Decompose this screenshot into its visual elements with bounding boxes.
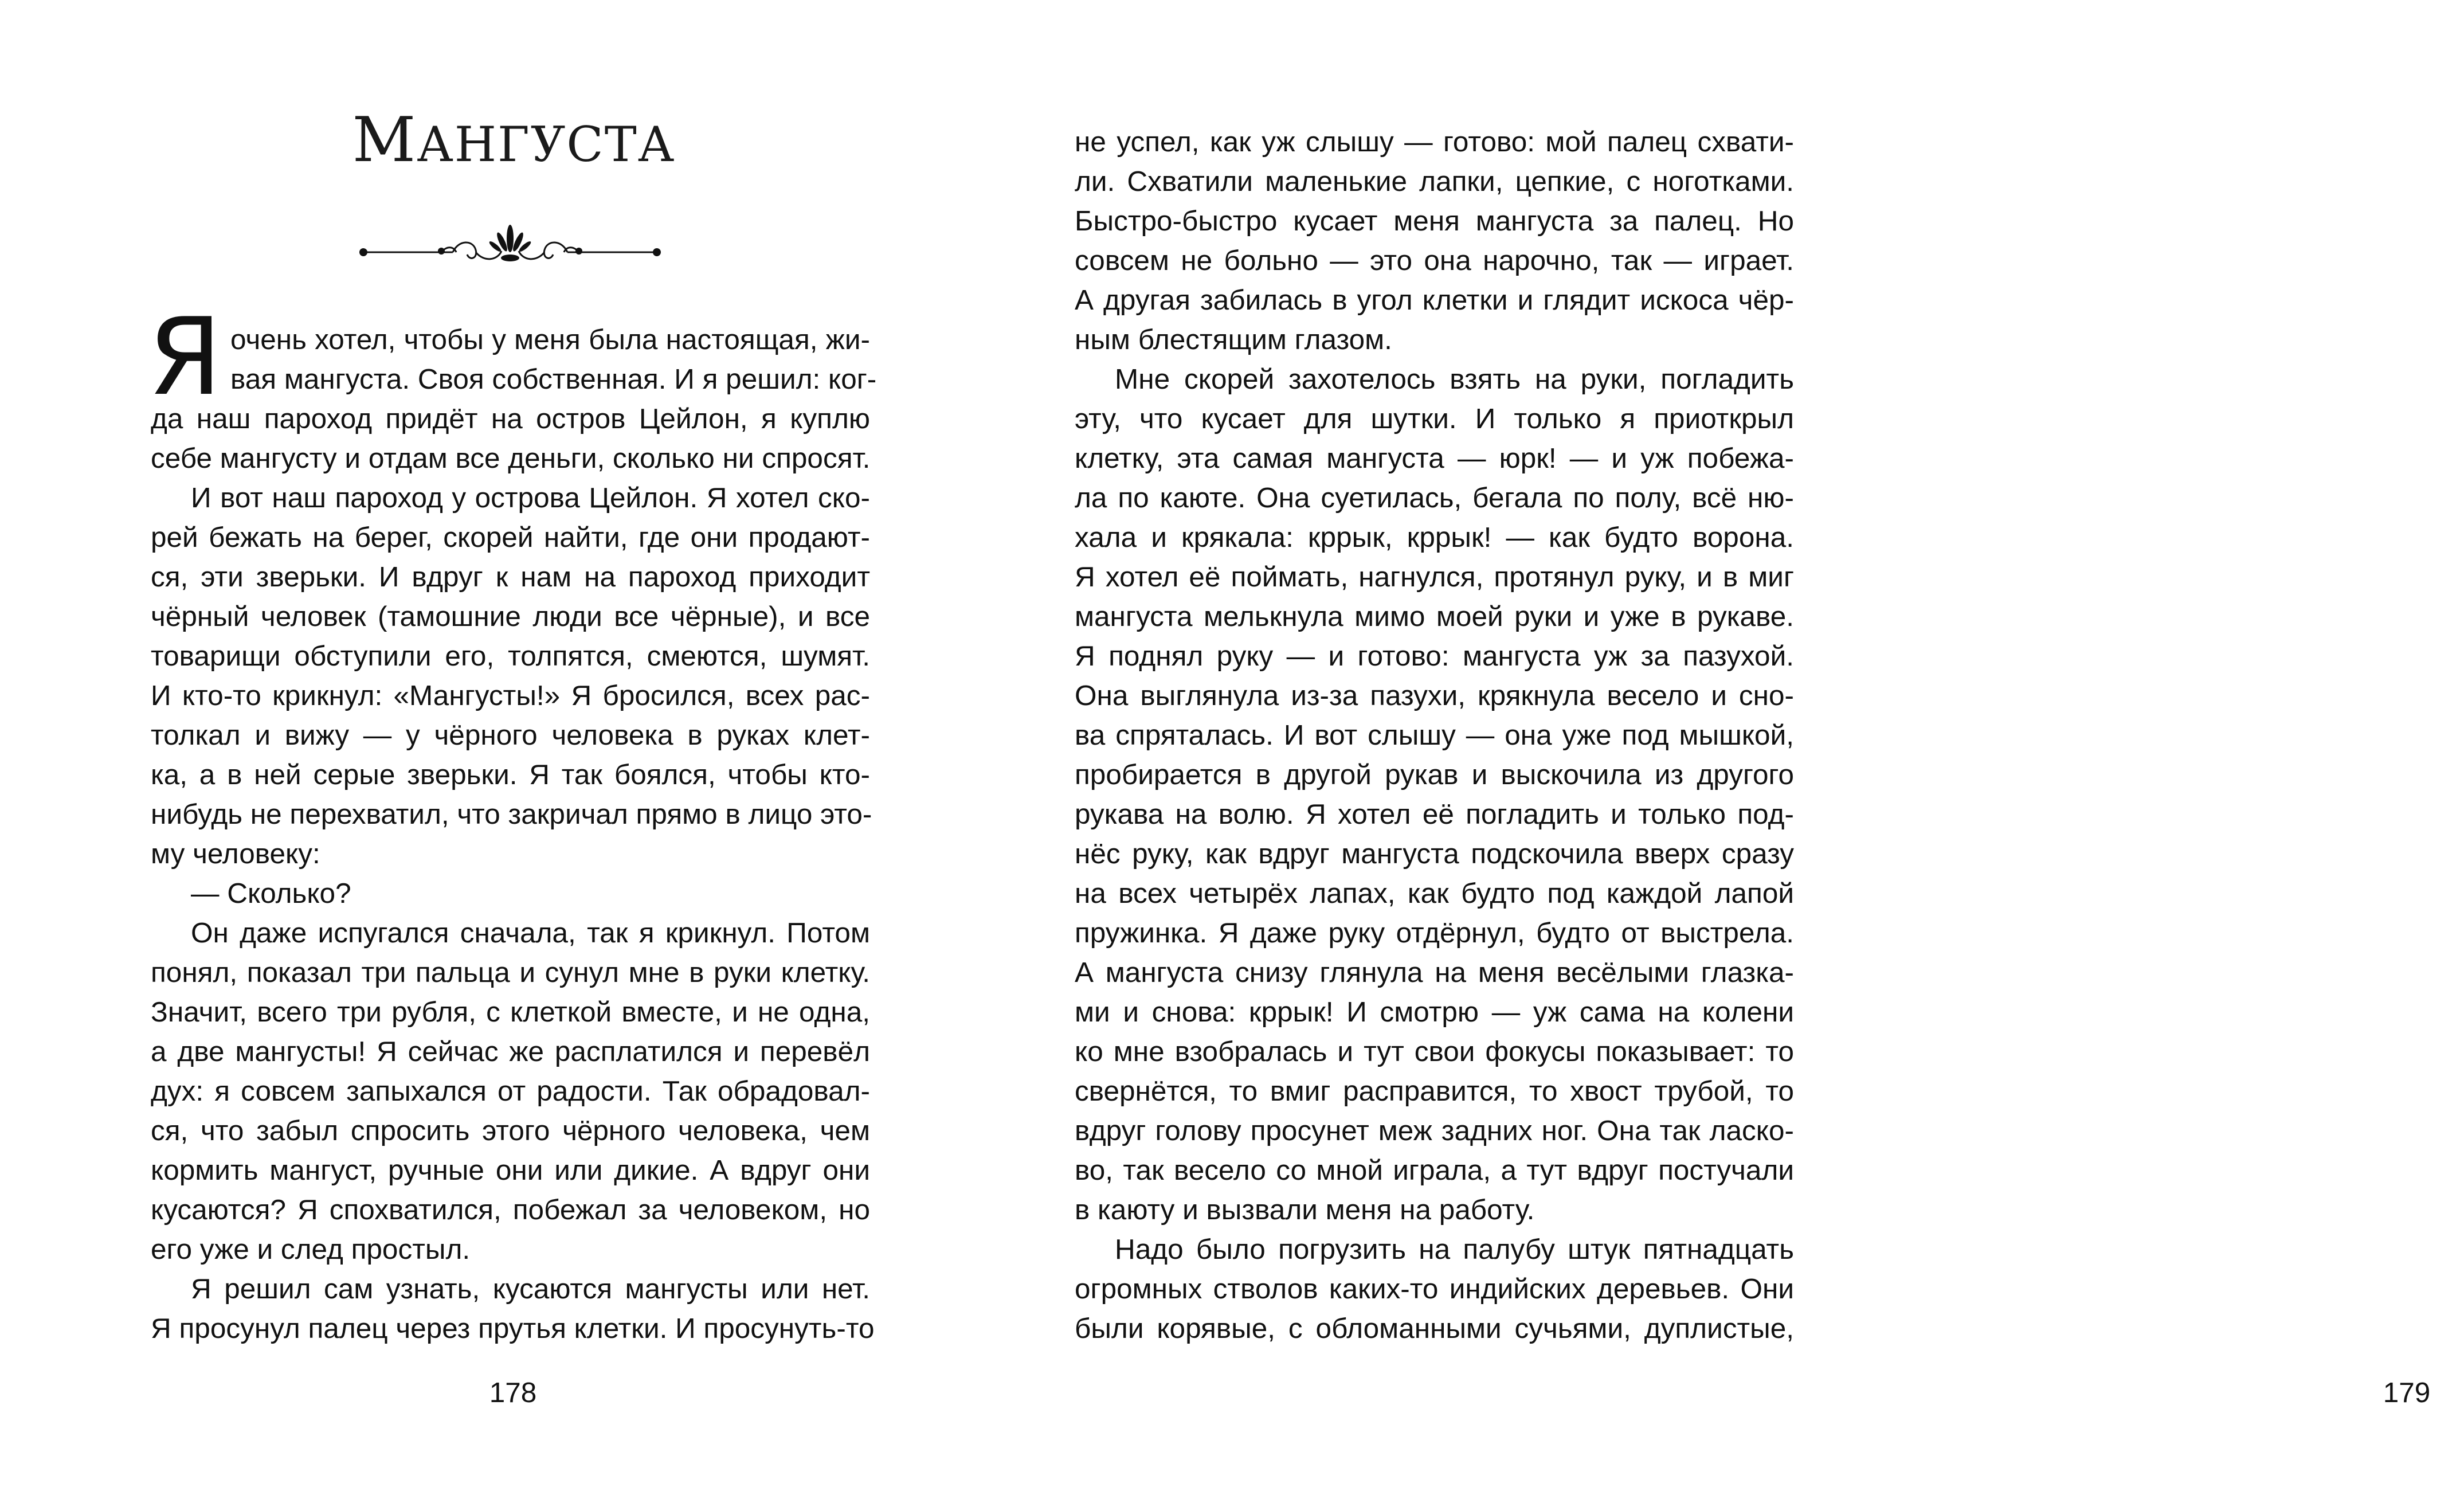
text-line: нибудь не перехватил, что закричал прямо в лицо это-: [151, 799, 872, 830]
text-line: ла по каюте. Она суетилась, бегала по полу, всё ню-: [1075, 482, 1794, 514]
text-line: чёрный человек (тамошние люди все чёрные), и все: [151, 601, 870, 632]
text-line: дух: я совсем запыхался от радости. Так обрадовал-: [151, 1075, 870, 1107]
text-line: И вот наш пароход у острова Цейлон. Я хотел ско-: [191, 482, 870, 514]
text-line: хала и крякала: кррык, кррык! — как будто ворона.: [1075, 522, 1794, 553]
text-line: огромных стволов каких-то индийских деревьев. Они: [1075, 1273, 1794, 1305]
text-line: Надо было погрузить на палубу штук пятнадцать: [1115, 1234, 1794, 1265]
text-line: — Сколько?: [191, 878, 351, 909]
text-line: не успел, как уж слышу — готово: мой палец схвати-: [1075, 126, 1794, 158]
text-line: А другая забилась в угол клетки и глядит искоса чёр-: [1075, 284, 1794, 316]
text-line: му человеку:: [151, 838, 320, 870]
text-line: Я хотел её поймать, нагнулся, протянул руку, и в миг: [1075, 561, 1794, 593]
text-line: Она выглянула из-за пазухи, крякнула весело и сно-: [1075, 680, 1794, 711]
chapter-title-initial: М: [352, 104, 417, 176]
text-line: на всех четырёх лапах, как будто под каждой лапой: [1075, 878, 1794, 909]
text-line: товарищи обступили его, толпятся, смеются, шумят.: [151, 640, 870, 672]
page-number: 178: [489, 1377, 537, 1408]
text-line: ко мне взобралась и тут свои фокусы показывает: то: [1075, 1036, 1794, 1067]
text-line: вая мангуста. Своя собственная. И я решил: ког-: [230, 363, 877, 395]
text-line: толкал и вижу — у чёрного человека в руках клет-: [151, 719, 870, 751]
text-line: эту, что кусает для шутки. И только я приоткрыл: [1075, 403, 1794, 435]
text-line: рукава на волю. Я хотел её погладить и только под-: [1075, 799, 1794, 830]
text-line: ным блестящим глазом.: [1075, 324, 1392, 355]
text-line: мангуста мелькнула мимо моей руки и уже в рукаве.: [1075, 601, 1794, 632]
left-page: [0, 0, 968, 1503]
text-line: кормить мангуст, ручные они или дикие. А вдруг они: [151, 1154, 870, 1186]
text-line: ми и снова: кррык! И смотрю — уж сама на колени: [1075, 996, 1794, 1028]
text-line: нёс руку, как вдруг мангуста подскочила вверх сразу: [1075, 838, 1794, 870]
text-line: Я поднял руку — и готово: мангуста уж за пазухой.: [1075, 640, 1794, 672]
text-line: понял, показал три пальца и сунул мне в руки клетку.: [151, 957, 870, 988]
right-page: [968, 0, 2431, 1503]
text-line: А мангуста снизу глянула на меня весёлыми глазка-: [1075, 957, 1794, 988]
text-line: его уже и след простыл.: [151, 1234, 471, 1265]
text-line: рей бежать на берег, скорей найти, где они продают-: [151, 522, 870, 553]
chapter-title-rest: АНГУСТА: [417, 116, 676, 173]
text-line: Значит, всего три рубля, с клеткой вместе, и не одна,: [151, 996, 870, 1028]
text-line: ва спряталась. И вот слышу — она уже под мышкой,: [1075, 719, 1794, 751]
text-line: ли. Схватили маленькие лапки, цепкие, с ноготками.: [1075, 166, 1794, 197]
text-line: пружинка. Я даже руку отдёрнул, будто от выстрела.: [1075, 917, 1794, 949]
text-line: ся, что забыл спросить этого чёрного человека, чем: [151, 1115, 870, 1146]
text-line: Я просунул палец через прутья клетки. И просунуть-то: [151, 1313, 875, 1344]
drop-cap: Я: [148, 295, 222, 419]
text-line: Я решил сам узнать, кусаются мангусты или нет.: [191, 1273, 870, 1305]
ornament-divider: [355, 217, 665, 274]
text-line: во, так весело со мной играла, а тут вдруг постучали: [1075, 1154, 1794, 1186]
text-line: Мне скорей захотелось взять на руки, погладить: [1115, 363, 1794, 395]
text-line: Быстро-быстро кусает меня мангуста за палец. Но: [1075, 205, 1794, 237]
text-line: а две мангусты! Я сейчас же расплатился и перевёл: [151, 1036, 870, 1067]
text-line: кусаются? Я спохватился, побежал за человеком, но: [151, 1194, 870, 1226]
text-line: да наш пароход придёт на остров Цейлон, я куплю: [151, 403, 870, 435]
text-line: пробирается в другой рукав и выскочила из другого: [1075, 759, 1794, 790]
text-line: себе мангусту и отдам все деньги, сколько ни спросят.: [151, 443, 871, 474]
text-line: совсем не больно — это она нарочно, так — играет.: [1075, 245, 1794, 276]
text-line: ка, а в ней серые зверьки. Я так боялся, чтобы кто-: [151, 759, 870, 790]
text-line: были корявые, с обломанными сучьями, дуплистые,: [1075, 1313, 1794, 1344]
text-line: в каюту и вызвали меня на работу.: [1075, 1194, 1535, 1226]
text-line: очень хотел, чтобы у меня была настоящая, жи-: [230, 324, 870, 355]
text-line: И кто-то крикнул: «Мангусты!» Я бросился, всех рас-: [151, 680, 870, 711]
text-line: клетку, эта самая мангуста — юрк! — и уж побежа-: [1075, 443, 1794, 474]
text-line: свернётся, то вмиг расправится, то хвост трубой, то: [1075, 1075, 1794, 1107]
page-number: 179: [2383, 1377, 2431, 1408]
text-line: ся, эти зверьки. И вдруг к нам на пароход приходит: [151, 561, 870, 593]
chapter-title: [0, 103, 1028, 182]
text-line: Он даже испугался сначала, так я крикнул. Потом: [191, 917, 870, 949]
text-line: вдруг голову просунет меж задних ног. Она так ласко-: [1075, 1115, 1794, 1146]
